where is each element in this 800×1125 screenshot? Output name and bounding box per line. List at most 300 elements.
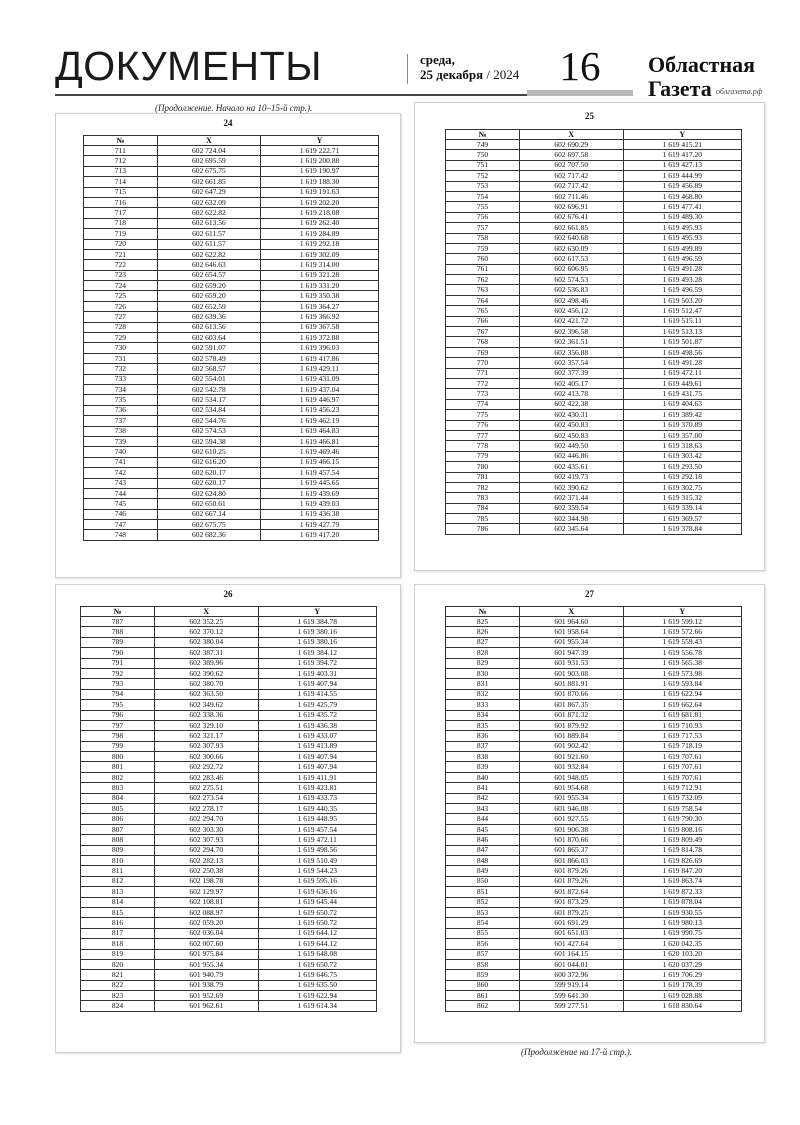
x-coord-cell: 602 390.62: [520, 482, 624, 492]
y-coord-cell: 1 619 444.99: [623, 171, 741, 181]
y-coord-cell: 1 619 222.71: [261, 146, 379, 156]
table-row: [446, 368, 742, 378]
col-header-y: Y: [258, 607, 376, 617]
y-coord-cell: 1 619 404.63: [623, 399, 741, 409]
y-coord-cell: 1 619 495.93: [623, 223, 741, 233]
y-coord-cell: 1 619 980.13: [623, 918, 741, 928]
y-coord-cell: 1 619 191.63: [261, 187, 379, 197]
table-row: [81, 949, 377, 959]
x-coord-cell: 602 630.09: [520, 243, 624, 253]
y-coord-cell: 1 619 380.16: [258, 637, 376, 647]
y-coord-cell: 1 619 468.80: [623, 191, 741, 201]
table-row: [84, 249, 379, 259]
x-coord-cell: 602 283.46: [155, 772, 259, 782]
table-row: [84, 281, 379, 291]
table-row: [81, 741, 377, 751]
point-number-cell: 824: [81, 1001, 155, 1011]
y-coord-cell: 1 619 456.89: [623, 181, 741, 191]
y-coord-cell: 1 619 790.30: [623, 814, 741, 824]
table-row: [81, 627, 377, 637]
point-number-cell: 826: [446, 627, 520, 637]
y-coord-cell: 1 619 367.58: [261, 322, 379, 332]
y-coord-cell: 1 619 436.38: [258, 720, 376, 730]
x-coord-cell: 602 617.53: [520, 254, 624, 264]
point-number-cell: 828: [446, 648, 520, 658]
point-number-cell: 855: [446, 928, 520, 938]
x-coord-cell: 602 390.62: [155, 668, 259, 678]
y-coord-cell: 1 619 372.88: [261, 333, 379, 343]
table-row: [446, 1001, 742, 1011]
point-number-cell: 838: [446, 752, 520, 762]
point-number-cell: 857: [446, 949, 520, 959]
point-number-cell: 836: [446, 731, 520, 741]
x-coord-cell: 602 647.29: [157, 187, 260, 197]
point-number-cell: 715: [84, 187, 158, 197]
table-row: [446, 783, 742, 793]
y-coord-cell: 1 619 710.93: [623, 720, 741, 730]
col-header-x: X: [155, 607, 259, 617]
y-coord-cell: 1 619 384.78: [258, 617, 376, 627]
y-coord-cell: 1 619 635.50: [258, 980, 376, 990]
y-coord-cell: 1 619 292.18: [261, 239, 379, 249]
y-coord-cell: 1 619 872.33: [623, 887, 741, 897]
table-row: [84, 239, 379, 249]
x-coord-cell: 602 370.12: [155, 627, 259, 637]
x-coord-cell: 602 359.54: [520, 503, 624, 513]
x-coord-cell: 602 661.85: [520, 223, 624, 233]
y-coord-cell: 1 619 457.54: [258, 824, 376, 834]
point-number-cell: 719: [84, 229, 158, 239]
x-coord-cell: 601 947.39: [520, 648, 624, 658]
y-coord-cell: 1 619 572.66: [623, 627, 741, 637]
point-number-cell: 811: [81, 866, 155, 876]
table-row: [446, 772, 742, 782]
y-coord-cell: 1 619 464.83: [261, 426, 379, 436]
y-coord-cell: 1 619 178.39: [623, 980, 741, 990]
point-number-cell: 732: [84, 364, 158, 374]
table-row: [81, 1001, 377, 1011]
x-coord-cell: 601 691.29: [520, 918, 624, 928]
x-coord-cell: 602 380.70: [155, 679, 259, 689]
point-number-cell: 789: [81, 637, 155, 647]
table-row: [84, 353, 379, 363]
table-row: [81, 617, 377, 627]
table-row: [81, 824, 377, 834]
table-row: [81, 814, 377, 824]
table-row: [446, 845, 742, 855]
point-number-cell: 718: [84, 218, 158, 228]
x-coord-cell: 602 603.64: [157, 333, 260, 343]
point-number-cell: 746: [84, 509, 158, 519]
table-row: [81, 637, 377, 647]
y-coord-cell: 1 619 808.16: [623, 824, 741, 834]
point-number-cell: 759: [446, 243, 520, 253]
table-row: [446, 991, 742, 1001]
y-coord-cell: 1 619 650.72: [258, 959, 376, 969]
point-number-cell: 750: [446, 150, 520, 160]
y-coord-cell: 1 619 501.87: [623, 337, 741, 347]
table-row: [446, 741, 742, 751]
point-number-cell: 795: [81, 700, 155, 710]
table-row: [81, 835, 377, 845]
point-number-cell: 804: [81, 793, 155, 803]
y-coord-cell: 1 619 417.20: [261, 530, 379, 540]
x-coord-cell: 602 282.13: [155, 855, 259, 865]
coord-table-24: [83, 135, 379, 541]
table-row: [446, 514, 742, 524]
point-number-cell: 847: [446, 845, 520, 855]
table-row: [446, 347, 742, 357]
y-coord-cell: 1 619 403.31: [258, 668, 376, 678]
y-coord-cell: 1 619 466.15: [261, 457, 379, 467]
point-number-cell: 728: [84, 322, 158, 332]
table-row: [446, 731, 742, 741]
table-row: [446, 316, 742, 326]
y-coord-cell: 1 619 350.38: [261, 291, 379, 301]
table-row: [446, 980, 742, 990]
point-number-cell: 744: [84, 488, 158, 498]
y-coord-cell: 1 619 415.21: [623, 140, 741, 150]
point-number-cell: 771: [446, 368, 520, 378]
x-coord-cell: 602 329.10: [155, 720, 259, 730]
logo-line-2: Газета: [648, 76, 712, 101]
point-number-cell: 779: [446, 451, 520, 461]
table-row: [446, 793, 742, 803]
y-coord-cell: 1 619 417.86: [261, 353, 379, 363]
table-row: [84, 187, 379, 197]
x-coord-cell: 602 405.17: [520, 378, 624, 388]
point-number-cell: 733: [84, 374, 158, 384]
point-number-cell: 768: [446, 337, 520, 347]
x-coord-cell: 601 651.03: [520, 928, 624, 938]
y-coord-cell: 1 619 646.75: [258, 970, 376, 980]
point-number-cell: 808: [81, 835, 155, 845]
point-number-cell: 780: [446, 462, 520, 472]
table-row: [446, 399, 742, 409]
table-row: [446, 824, 742, 834]
table-row: [84, 197, 379, 207]
y-coord-cell: 1 619 477.41: [623, 202, 741, 212]
continued-from-note: (Продолжение. Начало на 10–15-й стр.).: [155, 103, 313, 113]
x-coord-cell: 602 357.54: [520, 358, 624, 368]
point-number-cell: 716: [84, 197, 158, 207]
x-coord-cell: 601 902.42: [520, 741, 624, 751]
table-row: [446, 337, 742, 347]
point-number-cell: 793: [81, 679, 155, 689]
point-number-cell: 796: [81, 710, 155, 720]
x-coord-cell: 601 958.64: [520, 627, 624, 637]
table-row: [446, 306, 742, 316]
y-coord-cell: 1 619 202.20: [261, 197, 379, 207]
table-row: [446, 627, 742, 637]
table-row: [81, 970, 377, 980]
table-row: [81, 939, 377, 949]
table-row: [446, 855, 742, 865]
x-coord-cell: 601 867.35: [520, 700, 624, 710]
x-coord-cell: 602 632.09: [157, 197, 260, 207]
x-coord-cell: 602 717.42: [520, 181, 624, 191]
y-coord-cell: 1 619 544.23: [258, 866, 376, 876]
x-coord-cell: 602 361.51: [520, 337, 624, 347]
table-row: [446, 887, 742, 897]
col-header-num: №: [84, 136, 158, 146]
y-coord-cell: 1 619 573.98: [623, 668, 741, 678]
point-number-cell: 788: [81, 627, 155, 637]
point-number-cell: 738: [84, 426, 158, 436]
table-header-row: [446, 130, 742, 140]
x-coord-cell: 602 544.76: [157, 416, 260, 426]
x-coord-cell: 601 975.84: [155, 949, 259, 959]
point-number-cell: 757: [446, 223, 520, 233]
point-number-cell: 841: [446, 783, 520, 793]
y-coord-cell: 1 619 493.28: [623, 275, 741, 285]
y-coord-cell: 1 619 190.97: [261, 166, 379, 176]
point-number-cell: 712: [84, 156, 158, 166]
issue-date: [420, 68, 519, 82]
table-row: [446, 637, 742, 647]
issue-year: 2024: [493, 67, 520, 82]
point-number-cell: 821: [81, 970, 155, 980]
y-coord-cell: 1 619 314.00: [261, 260, 379, 270]
table-row: [446, 617, 742, 627]
y-coord-cell: 1 619 364.27: [261, 301, 379, 311]
x-coord-cell: 602 534.84: [157, 405, 260, 415]
point-number-cell: 859: [446, 970, 520, 980]
y-coord-cell: 1 619 644.12: [258, 928, 376, 938]
point-number-cell: 756: [446, 212, 520, 222]
x-coord-cell: 602 356.88: [520, 347, 624, 357]
y-coord-cell: 1 619 472.11: [623, 368, 741, 378]
x-coord-cell: 601 952.69: [155, 991, 259, 1001]
coord-panel-25: [414, 102, 765, 571]
x-coord-cell: 602 624.80: [157, 488, 260, 498]
table-row: [446, 378, 742, 388]
x-coord-cell: 602 129.97: [155, 887, 259, 897]
table-row: [446, 202, 742, 212]
point-number-cell: 861: [446, 991, 520, 1001]
table-row: [81, 720, 377, 730]
point-number-cell: 799: [81, 741, 155, 751]
x-coord-cell: 602 676.41: [520, 212, 624, 222]
point-number-cell: 815: [81, 907, 155, 917]
table-row: [81, 855, 377, 865]
y-coord-cell: 1 619 262.40: [261, 218, 379, 228]
table-row: [446, 752, 742, 762]
y-coord-cell: 1 619 366.92: [261, 312, 379, 322]
coord-panel-24: [55, 113, 401, 578]
table-row: [81, 876, 377, 886]
point-number-cell: 806: [81, 814, 155, 824]
y-coord-cell: 1 619 357.00: [623, 430, 741, 440]
x-coord-cell: 602 661.85: [157, 177, 260, 187]
point-number-cell: 745: [84, 499, 158, 509]
y-coord-cell: 1 619 707.61: [623, 752, 741, 762]
x-coord-cell: 602 278.17: [155, 804, 259, 814]
point-number-cell: 860: [446, 980, 520, 990]
x-coord-cell: 602 675.75: [157, 520, 260, 530]
x-coord-cell: 602 717.42: [520, 171, 624, 181]
y-coord-cell: 1 619 462.19: [261, 416, 379, 426]
y-coord-cell: 1 619 439.69: [261, 488, 379, 498]
y-coord-cell: 1 619 369.57: [623, 514, 741, 524]
x-coord-cell: 602 675.75: [157, 166, 260, 176]
table-row: [446, 493, 742, 503]
y-coord-cell: 1 619 499.89: [623, 243, 741, 253]
y-coord-cell: 1 619 427.79: [261, 520, 379, 530]
table-row: [81, 918, 377, 928]
x-coord-cell: 601 906.38: [520, 824, 624, 834]
x-coord-cell: 602 250.38: [155, 866, 259, 876]
x-coord-cell: 601 872.64: [520, 887, 624, 897]
x-coord-cell: 602 654.57: [157, 270, 260, 280]
logo-url: облгазета.рф: [716, 87, 763, 96]
x-coord-cell: 601 879.25: [520, 907, 624, 917]
point-number-cell: 763: [446, 285, 520, 295]
table-row: [84, 499, 379, 509]
table-row: [446, 254, 742, 264]
x-coord-cell: 602 446.86: [520, 451, 624, 461]
table-row: [84, 156, 379, 166]
table-row: [84, 447, 379, 457]
point-number-cell: 817: [81, 928, 155, 938]
point-number-cell: 843: [446, 804, 520, 814]
x-coord-cell: 602 007.60: [155, 939, 259, 949]
x-coord-cell: 602 650.61: [157, 499, 260, 509]
table-row: [84, 270, 379, 280]
point-number-cell: 762: [446, 275, 520, 285]
y-coord-cell: 1 619 650.72: [258, 918, 376, 928]
x-coord-cell: 602 498.46: [520, 295, 624, 305]
point-number-cell: 834: [446, 710, 520, 720]
y-coord-cell: 1 619 457.54: [261, 468, 379, 478]
x-coord-cell: 602 554.01: [157, 374, 260, 384]
x-coord-cell: 602 711.46: [520, 191, 624, 201]
point-number-cell: 751: [446, 160, 520, 170]
x-coord-cell: 600 372.96: [520, 970, 624, 980]
x-coord-cell: 602 613.56: [157, 218, 260, 228]
table-row: [84, 478, 379, 488]
y-coord-cell: 1 619 456.23: [261, 405, 379, 415]
x-coord-cell: 602 307.93: [155, 741, 259, 751]
point-number-cell: 776: [446, 420, 520, 430]
y-coord-cell: 1 619 758.54: [623, 804, 741, 814]
point-number-cell: 767: [446, 327, 520, 337]
page-number: 16: [559, 43, 601, 89]
y-coord-cell: 1 619 466.81: [261, 436, 379, 446]
table-row: [84, 457, 379, 467]
point-number-cell: 752: [446, 171, 520, 181]
y-coord-cell: 1 619 503.20: [623, 295, 741, 305]
y-coord-cell: 1 619 439.03: [261, 499, 379, 509]
x-coord-cell: 601 879.26: [520, 876, 624, 886]
y-coord-cell: 1 619 433.07: [258, 731, 376, 741]
y-coord-cell: 1 619 436.38: [261, 509, 379, 519]
point-number-cell: 721: [84, 249, 158, 259]
x-coord-cell: 602 387.31: [155, 648, 259, 658]
table-row: [446, 243, 742, 253]
table-row: [446, 451, 742, 461]
y-coord-cell: 1 619 028.88: [623, 991, 741, 1001]
table-row: [84, 301, 379, 311]
point-number-cell: 844: [446, 814, 520, 824]
table-row: [84, 520, 379, 530]
y-coord-cell: 1 619 449.61: [623, 378, 741, 388]
point-number-cell: 831: [446, 679, 520, 689]
point-number-cell: 773: [446, 389, 520, 399]
issue-date-separator: /: [486, 67, 491, 82]
y-coord-cell: 1 619 411.91: [258, 772, 376, 782]
table-row: [446, 949, 742, 959]
y-coord-cell: 1 619 293.50: [623, 462, 741, 472]
point-number-cell: 754: [446, 191, 520, 201]
table-row: [446, 420, 742, 430]
col-header-y: Y: [261, 136, 379, 146]
point-number-cell: 777: [446, 430, 520, 440]
y-coord-cell: 1 619 370.89: [623, 420, 741, 430]
x-coord-cell: 601 962.61: [155, 1001, 259, 1011]
coord-table-title: 26: [223, 589, 233, 599]
table-row: [446, 668, 742, 678]
y-coord-cell: 1 619 636.16: [258, 887, 376, 897]
y-coord-cell: 1 620 042.35: [623, 939, 741, 949]
x-coord-cell: 602 275.51: [155, 783, 259, 793]
table-row: [446, 140, 742, 150]
x-coord-cell: 602 667.14: [157, 509, 260, 519]
page-number-bar: [527, 90, 633, 96]
table-row: [81, 928, 377, 938]
x-coord-cell: 601 940.79: [155, 970, 259, 980]
x-coord-cell: 602 611.57: [157, 239, 260, 249]
y-coord-cell: 1 618 830.64: [623, 1001, 741, 1011]
table-row: [446, 212, 742, 222]
coord-table-title: 25: [585, 111, 594, 121]
point-number-cell: 809: [81, 845, 155, 855]
table-row: [84, 488, 379, 498]
logo-line-1: Областная: [648, 52, 756, 77]
y-coord-cell: 1 619 446.97: [261, 395, 379, 405]
y-coord-cell: 1 619 990.75: [623, 928, 741, 938]
point-number-cell: 748: [84, 530, 158, 540]
y-coord-cell: 1 619 423.81: [258, 783, 376, 793]
y-coord-cell: 1 619 321.28: [261, 270, 379, 280]
table-row: [84, 177, 379, 187]
y-coord-cell: 1 619 469.46: [261, 447, 379, 457]
point-number-cell: 816: [81, 918, 155, 928]
table-row: [446, 679, 742, 689]
y-coord-cell: 1 619 200.88: [261, 156, 379, 166]
table-row: [81, 866, 377, 876]
table-row: [446, 939, 742, 949]
point-number-cell: 845: [446, 824, 520, 834]
table-row: [446, 804, 742, 814]
x-coord-cell: 601 938.79: [155, 980, 259, 990]
table-row: [81, 700, 377, 710]
x-coord-cell: 601 881.91: [520, 679, 624, 689]
table-row: [446, 295, 742, 305]
x-coord-cell: 602 345.64: [520, 524, 624, 534]
y-coord-cell: 1 619 863.74: [623, 876, 741, 886]
y-coord-cell: 1 619 718.19: [623, 741, 741, 751]
point-number-cell: 805: [81, 804, 155, 814]
point-number-cell: 725: [84, 291, 158, 301]
table-row: [84, 166, 379, 176]
table-row: [446, 907, 742, 917]
x-coord-cell: 602 697.58: [520, 150, 624, 160]
issue-day-month: 25 декабря: [420, 67, 484, 82]
point-number-cell: 832: [446, 689, 520, 699]
x-coord-cell: 601 873.29: [520, 897, 624, 907]
x-coord-cell: 602 659.20: [157, 291, 260, 301]
